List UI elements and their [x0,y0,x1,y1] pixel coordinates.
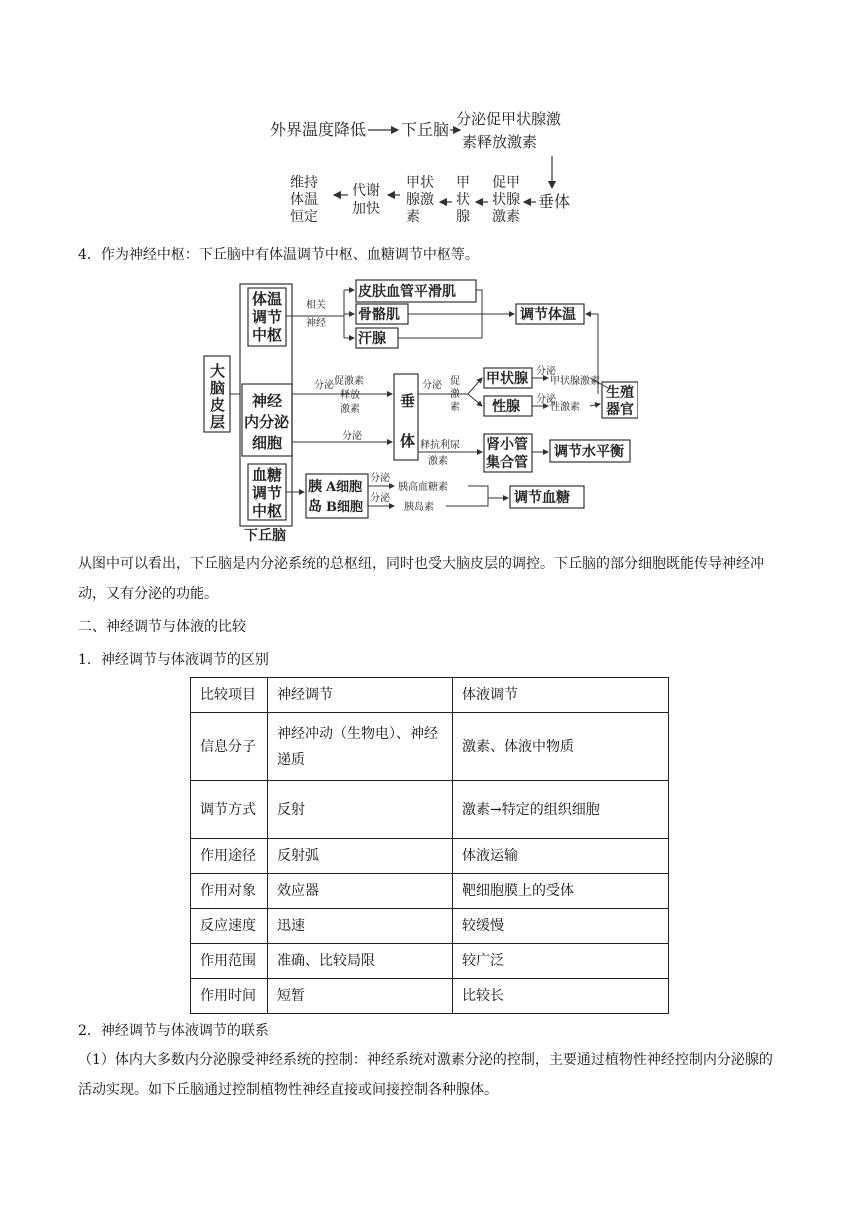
table-cell: 反射弧 [268,839,453,874]
thyroxine-text-3: 素 [406,209,420,225]
pituitary-text-2: 体 [400,432,416,450]
table-cell: 较缓慢 [453,909,669,944]
related-nerve-2: 神经 [306,318,326,329]
table-row [191,781,669,839]
repro-text-2: 器官 [606,402,634,418]
tsh-text-1: 促甲 [492,175,520,191]
header-cell: 比较项目 [191,678,268,713]
b-cell-text: B细胞 [326,500,363,515]
header-cell: 神经调节 [268,678,453,713]
cortex-text-4: 层 [210,413,226,431]
neuro-cell-text-1: 神经 [252,392,283,410]
summary-paragraph: 从图中可以看出，下丘脑是内分泌系统的总枢纽，同时也受大脑皮层的调控。下丘脑的部分细胞既能传导神经冲动，又有分泌的功能。 [78,556,764,602]
table-header-row [191,678,669,713]
paragraph-4: 4．作为神经中枢：下丘脑中有体温调节中枢、血糖调节中枢等。 [78,247,479,263]
cortex-text-2: 脑 [210,379,226,397]
table-cell: 比较长 [453,979,669,1014]
subheading-1: 1．神经调节与体液调节的区别 [78,652,269,668]
neuro-cell-text-3: 细胞 [252,434,283,452]
maintain-text-2: 体温 [290,192,318,208]
thyroxine-text-2: 腺激 [406,192,434,208]
table-cell: 激素→特定的组织细胞 [453,781,669,839]
table-cell: 神经冲动（生物电）、神经递质 [268,713,453,781]
glucagon-text: 胰高血糖素 [398,482,448,493]
table-cell: 准确、比较局限 [268,944,453,979]
table-cell: 体液运输 [453,839,669,874]
secrete-label-3: 分泌 [422,380,442,391]
adh-text-1: 释抗利尿 [420,440,460,451]
table-cell: 激素、体液中物质 [453,713,669,781]
pancreas-text-1: 胰 [308,479,322,495]
tropic-text-3: 素 [450,402,460,413]
pancreas-text-2: 岛 [308,499,322,515]
temp-center-text-1: 体温 [252,290,283,308]
thyroid-hormone-text: 甲状腺激素 [550,376,600,387]
table-row [191,874,669,909]
table-cell: 反应速度 [191,909,268,944]
table-cell: 作用对象 [191,874,268,909]
secrete-label-7: 分泌 [370,493,390,504]
glucose-text: 调节血糖 [514,490,570,506]
table-cell: 迅速 [268,909,453,944]
table-cell: 作用范围 [191,944,268,979]
neuro-cell-text-2: 内分泌 [244,413,290,431]
temp-center-text-3: 中枢 [252,326,283,344]
secrete-label-6: 分泌 [370,473,390,484]
table-row [191,909,669,944]
table-cell: 调节方式 [191,781,268,839]
kidney-text-1: 肾小管 [486,437,528,453]
related-nerve-1: 相关 [306,300,326,311]
table-row [191,713,669,781]
pituitary-text-1: 垂 [400,392,416,410]
skin-vessel-text: 皮肤血管平滑肌 [358,284,456,300]
releasing-text-1: 促激素 [334,376,364,387]
secrete-line2: 素释放激素 [462,133,538,151]
glucose-center-text-3: 中枢 [252,502,283,520]
maintain-text-3: 恒定 [290,209,318,225]
releasing-text-3: 激素 [340,404,360,415]
tsh-text-2: 状腺 [492,192,520,208]
header-cell: 体液调节 [453,678,669,713]
metabolism-text-1: 代谢 [352,183,380,199]
thyroid-text: 甲状腺 [486,371,528,387]
kidney-text-2: 集合管 [486,455,528,471]
hypothalamus-regulation-diagram [198,276,638,542]
a-cell-text: A细胞 [326,480,363,495]
table-cell: 反射 [268,781,453,839]
sex-hormone-text: 性激素 [550,402,580,413]
temp-center-text-2: 调节 [252,308,283,326]
cortex-text-3: 皮 [210,396,226,414]
table-cell: 较广泛 [453,944,669,979]
table-row [191,944,669,979]
external-temp-text: 外界温度降低 [270,120,367,139]
glucose-center-text-1: 血糖 [252,466,283,484]
gonad-text: 性腺 [492,399,520,415]
insulin-text: 胰岛素 [404,502,434,513]
last-paragraph: （1）体内大多数内分泌腺受神经系统的控制：神经系统对激素分泌的控制，主要通过植物性神经控制内分泌腺的活动实现。如下丘脑通过控制植物性神经直接或间接控制各种腺体。 [78,1052,773,1098]
maintain-text-1: 维持 [290,175,318,191]
secrete-label-2: 分泌 [342,431,362,442]
thyroxine-text-1: 甲状 [406,175,434,191]
repro-text-1: 生殖 [606,385,634,401]
table-cell: 效应器 [268,874,453,909]
regulate-temp-text: 调节体温 [520,307,576,323]
subheading-2: 2．神经调节与体液调节的联系 [78,1023,269,1039]
thyroid-text-2: 状 [456,192,470,208]
hypothalamus-label: 下丘脑 [244,528,286,542]
pituitary-text: 垂体 [538,192,571,211]
tropic-text-2: 激 [450,389,460,400]
table-cell: 靶细胞膜上的受体 [453,874,669,909]
table-cell: 信息分子 [191,713,268,781]
comparison-table [190,677,669,1014]
cortex-text-1: 大 [210,362,226,380]
water-text: 调节水平衡 [554,444,624,460]
temperature-flow-diagram [270,100,600,230]
hypothalamus-text: 下丘脑 [401,120,450,139]
adh-text-2: 激素 [428,456,448,467]
table-row [191,979,669,1014]
glucose-center-text-2: 调节 [252,484,283,502]
secrete-label-5: 分泌 [536,394,556,405]
thyroid-text-3: 腺 [456,209,470,225]
releasing-text-2: 释放 [340,390,360,401]
table-cell: 作用途径 [191,839,268,874]
secrete-label-4: 分泌 [536,366,556,377]
table-cell: 短暂 [268,979,453,1014]
table-cell: 作用时间 [191,979,268,1014]
thyroid-text-1: 甲 [456,175,470,191]
sweat-text: 汗腺 [358,331,386,347]
section-heading: 二、神经调节与体液的比较 [78,619,246,635]
skeletal-text: 骨骼肌 [358,307,400,323]
metabolism-text-2: 加快 [352,201,380,217]
tsh-text-3: 激素 [492,209,520,225]
secrete-label-1: 分泌 [314,380,334,391]
tropic-text-1: 促 [450,376,460,387]
table-row [191,839,669,874]
secrete-line1: 分泌促甲状腺激 [456,110,562,128]
